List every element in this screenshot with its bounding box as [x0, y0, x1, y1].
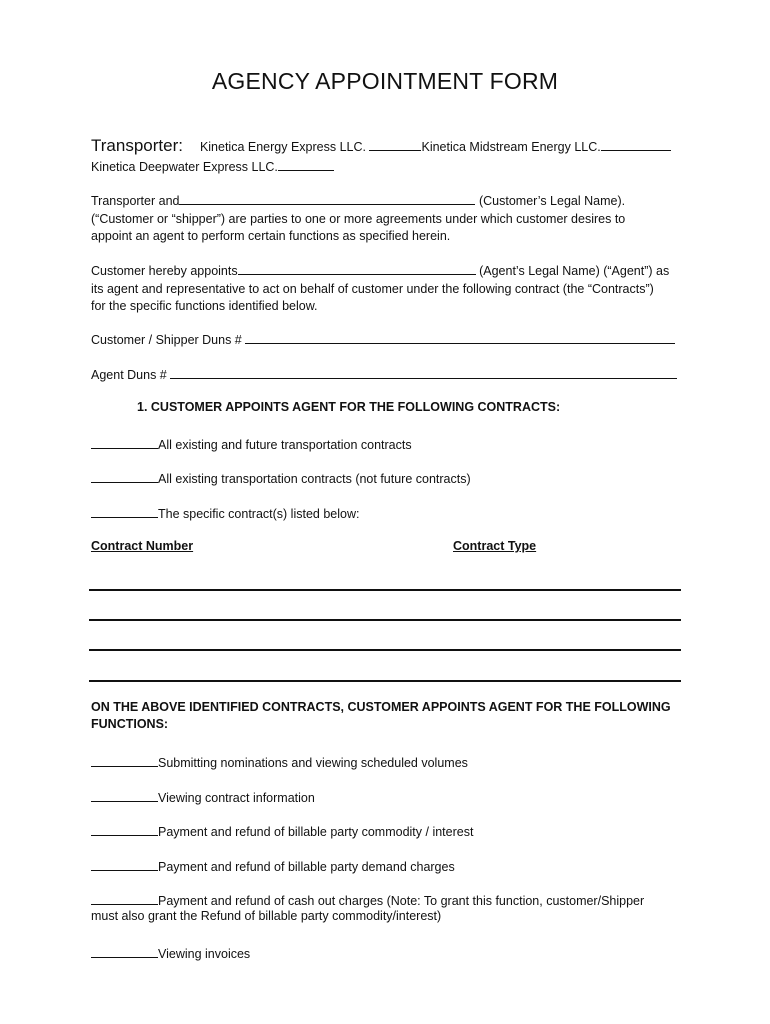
function-item-blank[interactable] — [91, 857, 158, 871]
contracts-option-blank[interactable] — [91, 469, 158, 483]
function-item-commodity-interest — [91, 822, 473, 839]
function-item-blank[interactable] — [91, 753, 158, 767]
agent-duns-row — [91, 365, 677, 382]
para1-prefix: Transporter and — [91, 194, 180, 208]
agent-legal-name-field[interactable] — [238, 261, 476, 275]
contract-entry-line[interactable] — [89, 680, 681, 682]
para1-line3: appoint an agent to perform certain functions as specified herein. — [91, 229, 451, 243]
para2-prefix: Customer hereby appoints — [91, 264, 238, 278]
agent-duns-field[interactable] — [170, 365, 677, 379]
contracts-option-blank[interactable] — [91, 435, 158, 449]
para2-line2: its agent and representative to act on behalf of customer under the following contract (the “Contracts”) — [91, 281, 654, 296]
function-item-nominations — [91, 753, 468, 770]
function-item-contract-info — [91, 788, 315, 805]
contracts-option-label: All existing and future transportation contracts — [158, 438, 412, 452]
function-item-label: Payment and refund of billable party demand charges — [158, 860, 455, 874]
function-item-cash-out — [91, 891, 644, 908]
transporter-midstream-blank[interactable] — [601, 137, 671, 151]
function-item-label: Viewing invoices — [158, 947, 251, 961]
functions-heading-line1: ON THE ABOVE IDENTIFIED CONTRACTS, CUSTOMER APPOINTS AGENT FOR THE FOLLOWING — [91, 700, 671, 714]
contract-type-header: Contract Type — [453, 539, 537, 553]
function-item-demand-charges — [91, 857, 455, 874]
customer-legal-name-field[interactable] — [179, 191, 475, 205]
function-item-label: Viewing contract information — [158, 791, 315, 805]
functions-heading-line2: FUNCTIONS: — [91, 717, 169, 731]
function-item-blank[interactable] — [91, 788, 158, 802]
function-item-blank[interactable] — [91, 822, 158, 836]
transporter-row-2 — [91, 157, 334, 174]
contracts-option-all-existing-future — [91, 435, 412, 452]
function-item-blank[interactable] — [91, 891, 158, 905]
section1-heading: 1. CUSTOMER APPOINTS AGENT FOR THE FOLLOWING CONTRACTS: — [137, 400, 561, 414]
customer-duns-row — [91, 330, 675, 347]
para2-line3: for the specific functions identified below. — [91, 299, 318, 313]
function-item-label: Submitting nominations and viewing scheduled volumes — [158, 756, 468, 770]
para1-line2: (“Customer or “shipper”) are parties to one or more agreements under which customer desires to — [91, 211, 626, 226]
function-item-label: Payment and refund of billable party commodity / interest — [158, 825, 474, 839]
function-item-blank[interactable] — [91, 944, 158, 958]
transporter-energy-express-blank[interactable] — [369, 137, 421, 151]
customer-duns-field[interactable] — [245, 330, 675, 344]
contract-number-header: Contract Number — [91, 539, 194, 553]
agent-duns-label: Agent Duns # — [91, 368, 167, 382]
transporter-option-midstream: Kinetica Midstream Energy LLC. — [421, 140, 601, 154]
para1-suffix: (Customer’s Legal Name). — [478, 194, 626, 208]
contracts-option-label: All existing transportation contracts (not future contracts) — [158, 472, 471, 486]
transporter-deepwater-blank[interactable] — [278, 157, 334, 171]
function-item-invoices — [91, 944, 250, 961]
transporter-option-deepwater: Kinetica Deepwater Express LLC. — [91, 160, 278, 174]
customer-legal-name-paragraph — [91, 191, 691, 246]
function-item-cash-out-note: must also grant the Refund of billable party commodity/interest) — [91, 909, 442, 923]
form-title: AGENCY APPOINTMENT FORM — [211, 68, 559, 94]
contracts-option-blank[interactable] — [91, 504, 158, 518]
transporter-label: Transporter: — [91, 136, 183, 155]
transporter-option-energy-express: Kinetica Energy Express LLC. — [199, 140, 366, 154]
contracts-option-all-existing — [91, 469, 471, 486]
para2-suffix: (Agent’s Legal Name) (“Agent”) as — [479, 264, 670, 278]
contract-entry-line[interactable] — [89, 649, 681, 651]
contract-entry-line[interactable] — [89, 619, 681, 621]
customer-duns-label: Customer / Shipper Duns # — [91, 333, 242, 347]
contract-entry-line[interactable] — [89, 589, 681, 591]
transporter-row — [91, 136, 671, 156]
function-item-label: Payment and refund of cash out charges (Note: To grant this function, customer/Shipper — [158, 894, 645, 908]
contracts-option-label: The specific contract(s) listed below: — [158, 507, 360, 521]
contracts-option-specific — [91, 504, 359, 521]
agent-legal-name-paragraph — [91, 261, 691, 316]
